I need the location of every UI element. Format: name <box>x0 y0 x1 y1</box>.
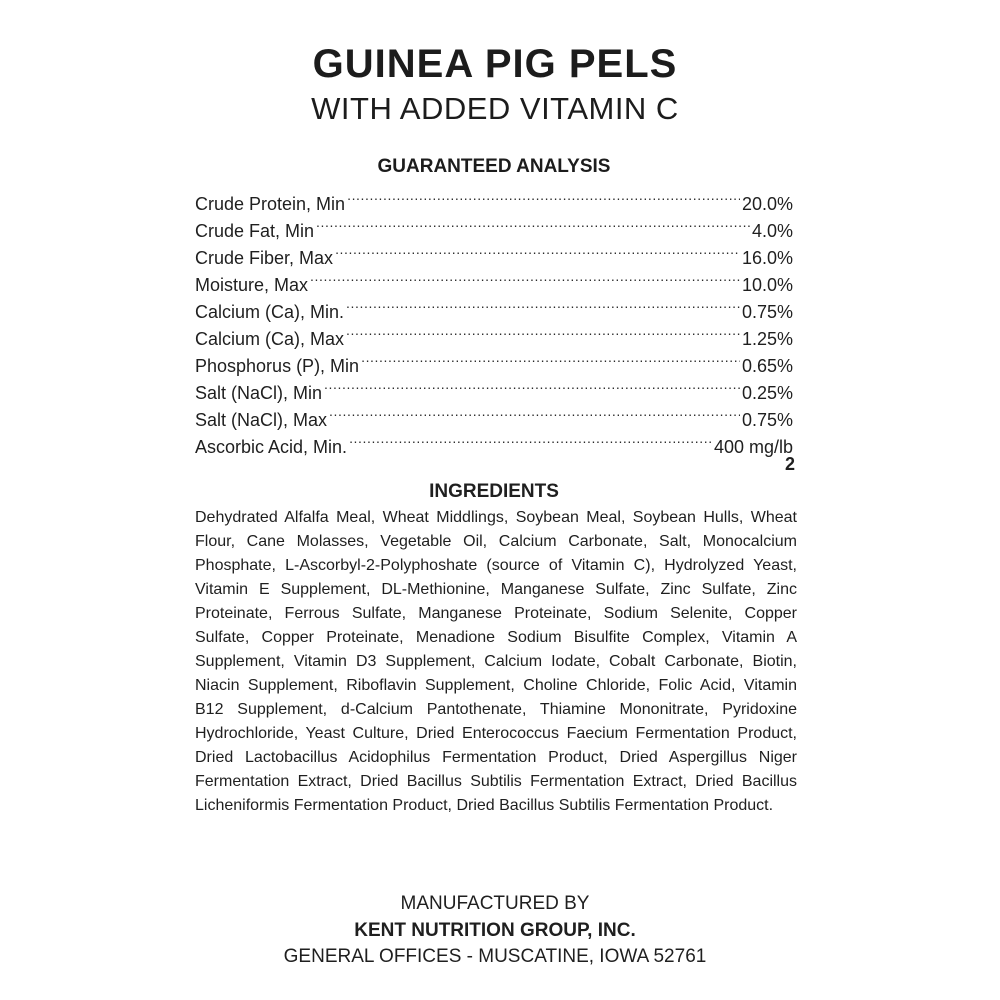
dot-leader <box>361 345 740 372</box>
dot-leader <box>310 264 740 291</box>
analysis-nutrient-value: 20.0% <box>741 194 793 214</box>
ingredients-list: Dehydrated Alfalfa Meal, Wheat Middlings, Soybean Meal, Soybean Hulls, Wheat Flour, Cane Molasses, Vegetable Oil, Calcium Carbonate, Salt, Monocalcium Phosphate, L-Ascorbyl-2-Polyphoshate (source of Vitamin C), Hydrolyzed Yeast, Vitamin E Supplement, DL-Methionine, Manganese Sulfate, Zinc Sulfate, Zinc Proteinate, Ferrous Sulfate, Manganese Proteinate, Sodium Selenite, Copper Sulfate, Copper Proteinate, Menadione Sodium Bisulfite Complex, Vitamin A Supplement, Vitamin D3 Supplement, Calcium Iodate, Cobalt Carbonate, Biotin, Niacin Supplement, Riboflavin Supplement, Choline Chloride, Folic Acid, Vitamin B12 Supplement, d-Calcium Pantothenate, Thiamine Mononitrate, Pyridoxine Hydrochloride, Yeast Culture, Dried Enterococcus Faecium Fermentation Product, Dried Lactobacillus Acidophilus Fermentation Product, Dried Aspergillus Niger Fermentation Extract, Dried Bacillus Subtilis Fermentation Extract, Dried Bacillus Licheniformis Fermentation Product, Dried Bacillus Subtilis Fermentation Product. <box>195 509 797 814</box>
analysis-nutrient-name: Crude Fat, Min <box>195 221 315 241</box>
manufacturer-address: GENERAL OFFICES - MUSCATINE, IOWA 52761 <box>283 946 707 967</box>
ingredients-heading: INGREDIENTS <box>429 481 559 502</box>
dot-leader <box>349 426 712 453</box>
analysis-nutrient-value: 0.65% <box>741 356 793 376</box>
dot-leader <box>316 210 750 237</box>
dot-leader <box>346 291 740 318</box>
analysis-nutrient-name: Salt (NaCl), Min <box>195 383 323 403</box>
analysis-row <box>195 183 793 214</box>
guaranteed-analysis-table <box>195 183 793 457</box>
page-number: 2 <box>784 454 795 474</box>
analysis-nutrient-name: Salt (NaCl), Max <box>195 410 328 430</box>
manufacturer-name: KENT NUTRITION GROUP, INC. <box>354 920 636 941</box>
analysis-nutrient-name: Phosphorus (P), Min <box>195 356 360 376</box>
dot-leader <box>347 183 740 210</box>
dot-leader <box>335 237 740 264</box>
analysis-nutrient-value: 10.0% <box>741 275 793 295</box>
analysis-nutrient-value: 0.75% <box>741 302 793 322</box>
product-title: GUINEA PIG PELS <box>312 42 678 86</box>
manufactured-by-label: MANUFACTURED BY <box>400 893 590 914</box>
analysis-nutrient-value: 4.0% <box>751 221 793 241</box>
analysis-nutrient-name: Crude Fiber, Max <box>195 248 334 268</box>
analysis-nutrient-name: Calcium (Ca), Min. <box>195 302 345 322</box>
product-subtitle: WITH ADDED VITAMIN C <box>311 91 679 126</box>
dot-leader <box>324 372 740 399</box>
guaranteed-analysis-heading: GUARANTEED ANALYSIS <box>377 156 611 177</box>
analysis-nutrient-name: Moisture, Max <box>195 275 309 295</box>
analysis-nutrient-value: 0.25% <box>741 383 793 403</box>
analysis-nutrient-name: Calcium (Ca), Max <box>195 329 345 349</box>
analysis-nutrient-value: 400 mg/lb <box>713 437 793 457</box>
analysis-nutrient-name: Ascorbic Acid, Min. <box>195 437 348 457</box>
analysis-nutrient-value: 16.0% <box>741 248 793 268</box>
dot-leader <box>329 399 740 426</box>
analysis-nutrient-value: 0.75% <box>741 410 793 430</box>
dot-leader <box>346 318 740 345</box>
analysis-nutrient-value: 1.25% <box>741 329 793 349</box>
analysis-nutrient-name: Crude Protein, Min <box>195 194 346 214</box>
